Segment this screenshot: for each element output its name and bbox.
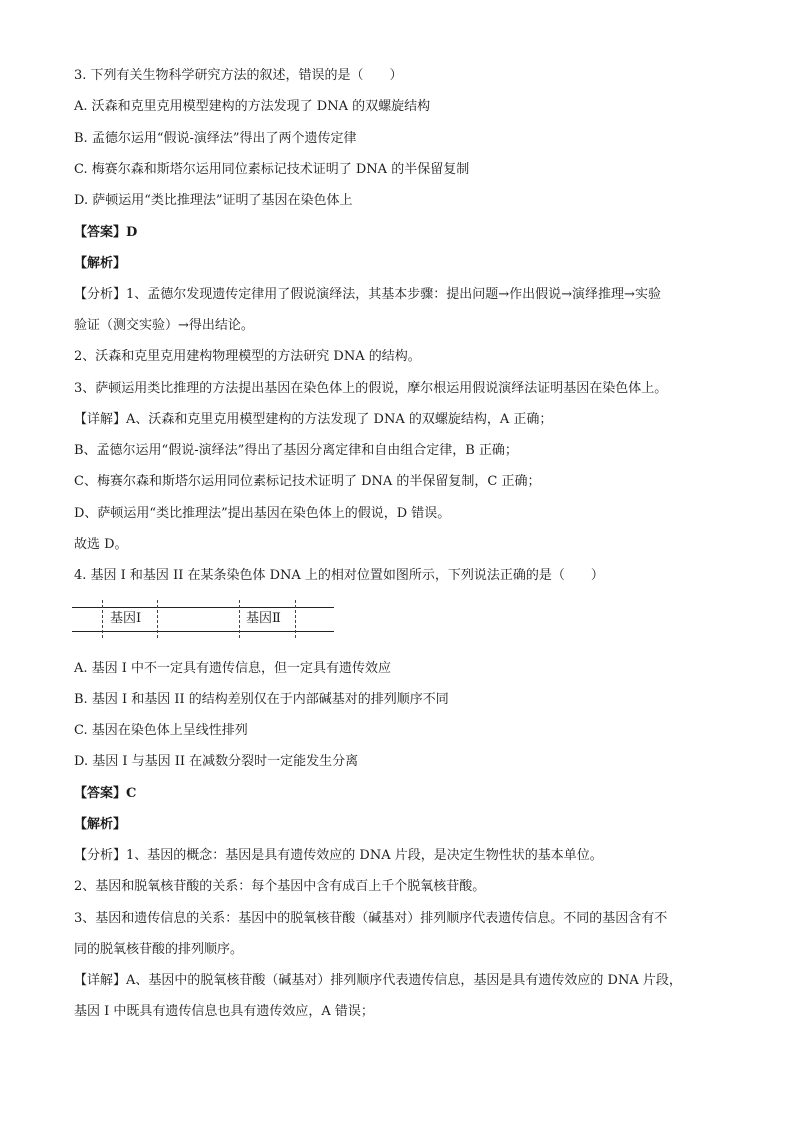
q3-conclusion: 故选 D。 [74,537,128,552]
gene-position-diagram [72,600,334,638]
q4-option-a: A. 基因 I 中不一定具有遗传信息，但一定具有遗传效应 [74,661,392,676]
q3-detail-d: D、萨顿运用“类比推理法”提出基因在染色体上的假说，D 错误。 [74,506,451,521]
q4-analysis-line-3: 3、基因和遗传信息的关系：基因中的脱氧核苷酸（碱基对）排列顺序代表遗传信息。不同的基因含有不 [74,911,668,926]
q3-detail-a: 【详解】A、沃森和克里克用模型建构的方法发现了 DNA 的双螺旋结构，A 正确； [74,412,553,427]
q3-analysis-line-2: 验证（测交实验）→得出结论。 [74,318,254,333]
q4-stem: 4. 基因 I 和基因 II 在某条染色体 DNA 上的相对位置如图所示，下列说法正确的是（ ） [74,568,604,583]
q4-option-d: D. 基因 I 与基因 II 在减数分裂时一定能发生分离 [74,754,359,769]
q3-detail-b: B、孟德尔运用“假说-演绎法”得出了基因分离定律和自由组合定律，B 正确； [74,443,518,458]
gene1-label: 基因Ⅰ [110,611,142,626]
gene1-right-boundary [157,600,158,638]
q4-analysis-line-2: 2、基因和脱氧核苷酸的关系：每个基因中含有成百上千个脱氧核苷酸。 [74,879,486,894]
q3-analysis-title: 【解析】 [74,256,127,271]
q4-detail-a-cont: 基因 I 中既具有遗传信息也具有遗传效应，A 错误； [74,1004,374,1019]
q4-option-b: B. 基因 I 和基因 II 的结构差别仅在于内部碱基对的排列顺序不同 [74,692,449,707]
q4-answer: 【答案】C [74,786,137,801]
q4-detail-a: 【详解】A、基因中的脱氧核苷酸（碱基对）排列顺序代表遗传信息，基因是具有遗传效应的 DNA 片段， [74,973,682,988]
q3-option-b: B. 孟德尔运用“假说-演绎法”得出了两个遗传定律 [74,131,357,146]
q4-option-c: C. 基因在染色体上呈线性排列 [74,723,248,738]
q3-answer: 【答案】D [74,225,138,240]
q3-option-a: A. 沃森和克里克用模型建构的方法发现了 DNA 的双螺旋结构 [74,99,431,114]
gene2-left-boundary [239,600,240,638]
q3-stem: 3. 下列有关生物科学研究方法的叙述，错误的是（ ） [74,68,403,83]
q3-analysis-line-4: 3、萨顿运用类比推理的方法提出基因在染色体上的假说，摩尔根运用假说演绎法证明基因在染色体上。 [74,381,668,396]
gene1-left-boundary [102,600,103,638]
q4-analysis-title: 【解析】 [74,817,127,832]
q3-detail-c: C、梅赛尔森和斯塔尔运用同位素标记技术证明了 DNA 的半保留复制，C 正确； [74,474,541,489]
gene2-right-boundary [295,600,296,638]
q4-analysis-line-4: 同的脱氧核苷酸的排列顺序。 [74,942,244,957]
q3-analysis-line-3: 2、沃森和克里克用建构物理模型的方法研究 DNA 的结构。 [74,349,421,364]
q3-option-c: C. 梅赛尔森和斯塔尔运用同位素标记技术证明了 DNA 的半保留复制 [74,162,470,177]
q3-option-d: D. 萨顿运用“类比推理法”证明了基因在染色体上 [74,193,353,208]
q3-analysis-line-1: 【分析】1、孟德尔发现遗传定律用了假说演绎法，其基本步骤：提出问题→作出假说→演绎推理→实验 [74,287,661,302]
gene2-label: 基因Ⅱ [246,611,281,626]
q4-analysis-line-1: 【分析】1、基因的概念：基因是具有遗传效应的 DNA 片段，是决定生物性状的基本单位。 [74,848,603,863]
